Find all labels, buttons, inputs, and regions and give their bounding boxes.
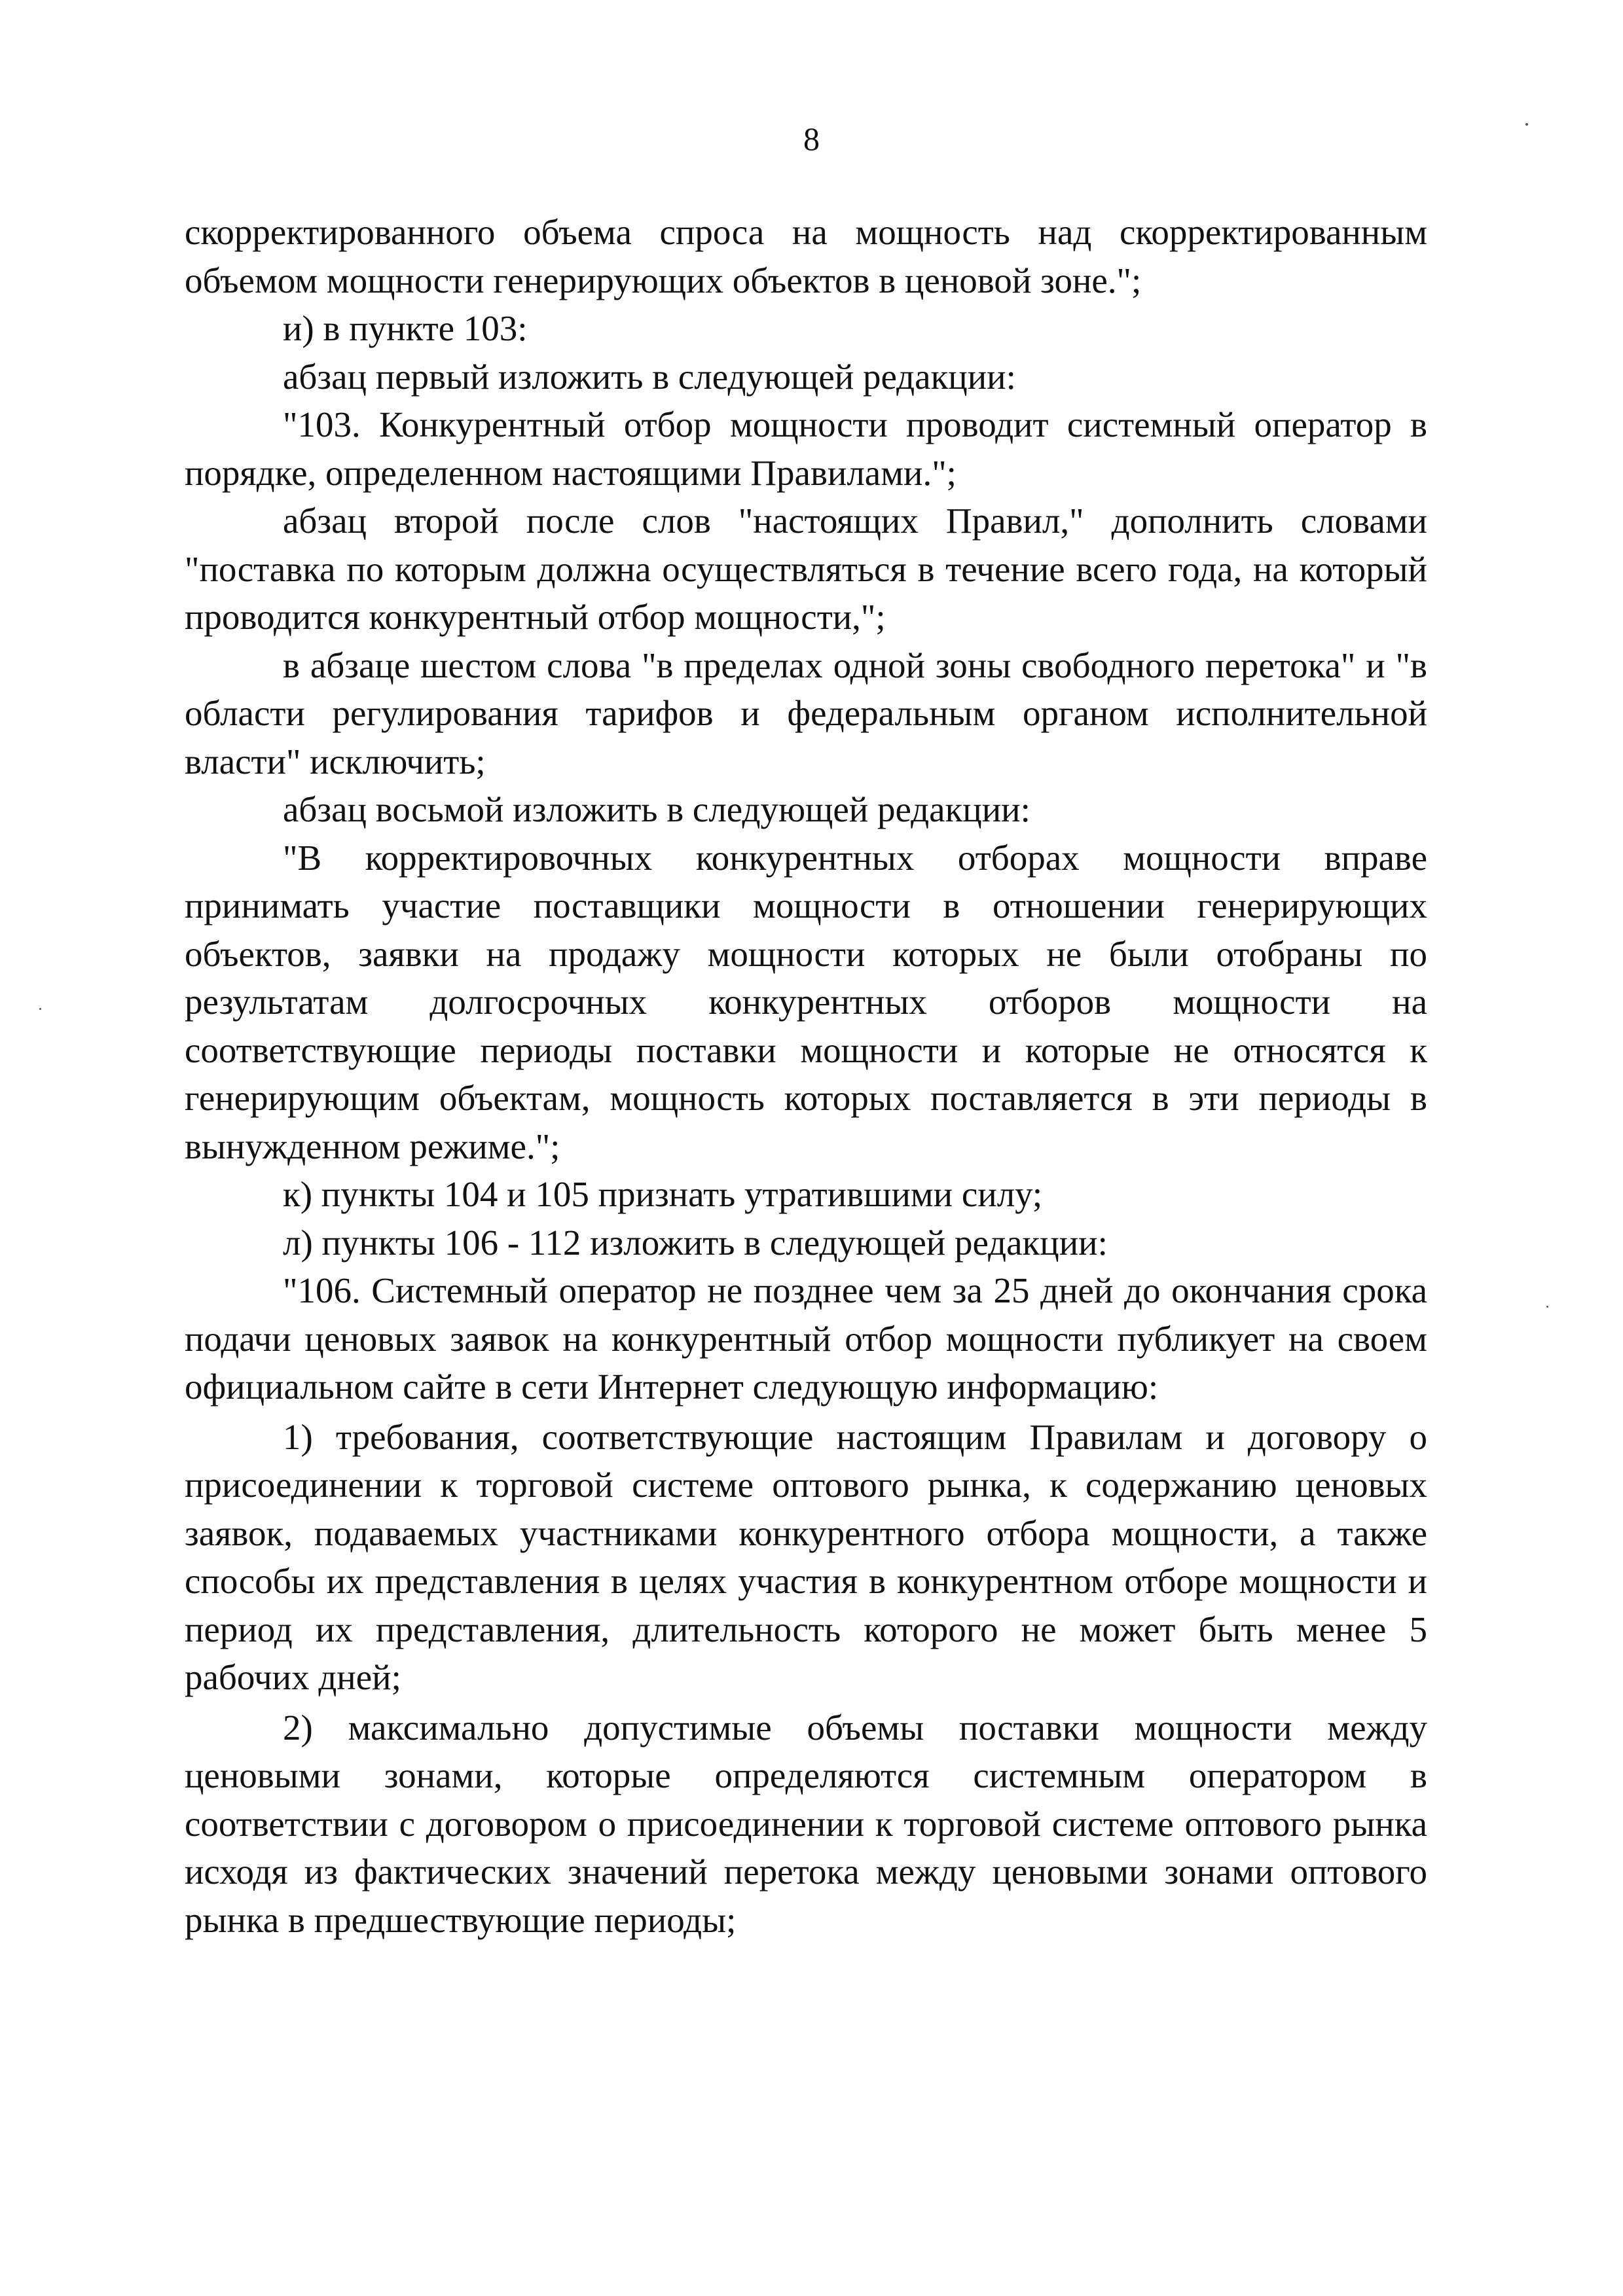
paragraph-item-k: к) пункты 104 и 105 признать утратившими силу;	[283, 1174, 1043, 1214]
scan-speck	[39, 1008, 41, 1010]
paragraph-corrective-selection: "В корректировочных конкурентных отборах мощности вправе принимать участие поставщики мощности в отношении генерирующих объектов, заявки на продажу мощности которых не были отобраны по результатам долгосрочных конкурентных отборов мощности на соответствующие периоды поставки мощности и которые не относятся к генерирующим объектам, мощность которых поставляется в эти периоды в вынужденном режиме.";	[185, 837, 1427, 1166]
document-body	[185, 208, 1427, 1944]
paragraph-subitem-1: 1) требования, соответствующие настоящим Правилам и договору о присоединении к торговой системе оптового рынка, к содержанию ценовых заявок, подаваемых участниками конкурентного отбора мощности, а также способы их представления в целях участия в конкурентном отборе мощности и период их представления, длительность которого не может быть менее 5 рабочих дней;	[185, 1416, 1427, 1697]
paragraph-item-l: л) пункты 106 - 112 изложить в следующей редакции:	[283, 1222, 1108, 1263]
paragraph-second-abzac: абзац второй после слов "настоящих Правил," дополнить словами "поставка по которым должна осуществляться в течение всего года, на который проводится конкурентный отбор мощности,";	[185, 501, 1427, 637]
scan-speck	[1525, 123, 1528, 126]
paragraph-eighth-abzac: абзац восьмой изложить в следующей редакции:	[283, 789, 1030, 829]
paragraph-subitem-2: 2) максимально допустимые объемы поставки мощности между ценовыми зонами, которые определяются системным оператором в соответствии с договором о присоединении к торговой системе оптового рынка исходя из фактических значений перетока между ценовыми зонами оптового рынка в предшествующие периоды;	[185, 1707, 1427, 1940]
paragraph-sixth-abzac: в абзаце шестом слова "в пределах одной зоны свободного перетока" и "в области регулирования тарифов и федеральным органом исполнительной власти" исключить;	[185, 645, 1427, 781]
scan-speck	[1546, 1306, 1548, 1308]
paragraph-first-abzac: абзац первый изложить в следующей редакции:	[283, 356, 1016, 397]
page-number: 8	[803, 120, 820, 157]
paragraph-continuation: скорректированного объема спроса на мощность над скорректированным объемом мощности генерирующих объектов в ценовой зоне.";	[185, 212, 1427, 300]
paragraph-point-103: "103. Конкурентный отбор мощности проводит системный оператор в порядке, определенном настоящими Правилами.";	[185, 404, 1427, 493]
paragraph-item-i: и) в пункте 103:	[283, 308, 528, 348]
paragraph-point-106: "106. Системный оператор не позднее чем за 25 дней до окончания срока подачи ценовых заявок на конкурентный отбор мощности публикует на своем официальном сайте в сети Интернет следующую информацию:	[185, 1270, 1427, 1407]
